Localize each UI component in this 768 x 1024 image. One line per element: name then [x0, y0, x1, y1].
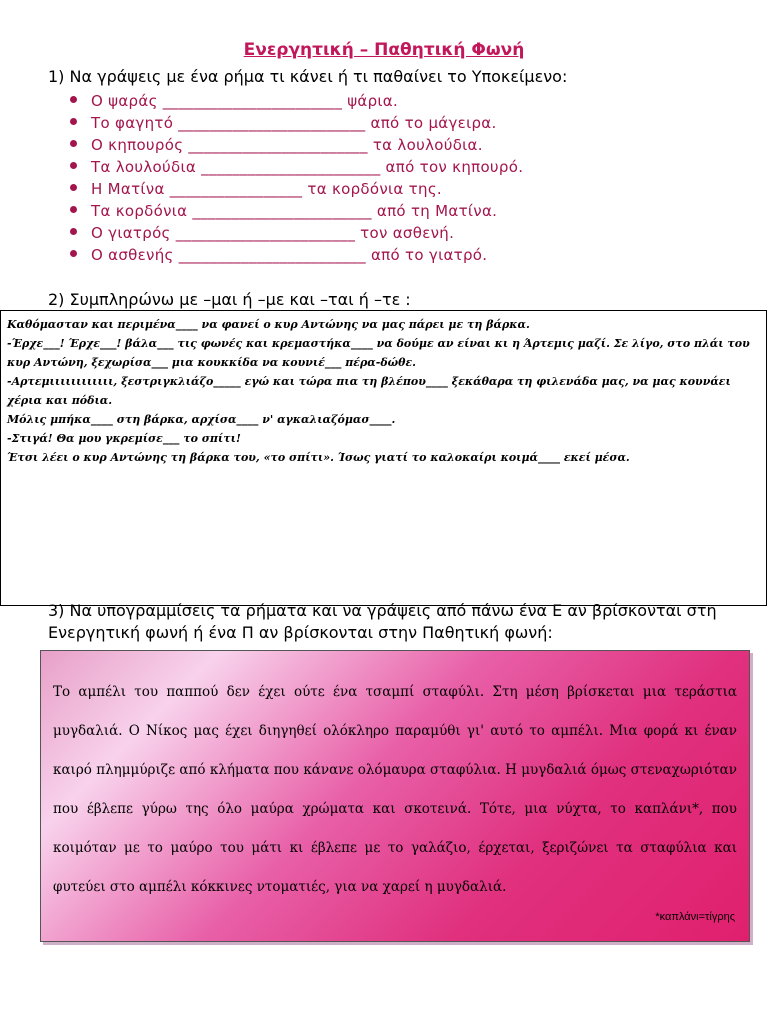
list-item: Ο ψαράς _______________________ ψάρια. — [70, 90, 523, 112]
bullet-icon — [70, 250, 77, 257]
list-item: Τα κορδόνια _______________________ από τη Ματίνα. — [70, 200, 523, 222]
exercise2-line: Έτσι λέει ο κυρ Αντώνης τη βάρκα του, «το σπίτι». Ίσως γιατί το καλοκαίρι κοιμά____ εκεί μέσα. — [7, 451, 630, 464]
list-item: Ο γιατρός _______________________ τον ασθενή. — [70, 222, 523, 244]
list-item: Ο ασθενής ________________________ από το γιατρό. — [70, 244, 523, 266]
exercise1-heading: 1) Να γράψεις με ένα ρήμα τι κάνει ή τι παθαίνει το Υποκείμενο: — [48, 67, 568, 86]
exercise3-passage: Το αμπέλι του παππού δεν έχει ούτε ένα τσαμπί σταφύλι. Στη μέση βρίσκεται μια τεράστια μυγδαλιά. Ο Νίκος μας έχει διηγηθεί ολόκληρο παραμύθι γι' αυτό το αμπέλι. Μια φορά κι έναν καιρό πλημμύριζε από κλήματα που κάνανε ολόμαυρα σταφύλια. Η μυγδαλιά όμως στεναχωριόταν που έβλεπε γύρω της όλο μαύρα χρώματα και σκοτεινά. Τότε, μια νύχτα, το καπλάνι*, που κοιμόταν με το μαύρο του μάτι κι έβλεπε με το γαλάζιο, έρχεται, ξεριζώνει τα σταφύλια και φυτεύει στο αμπέλι κόκκινες ντοματιές, για να χαρεί η μυγδαλιά. — [53, 684, 737, 895]
bullet-icon — [70, 184, 77, 191]
bullet-icon — [70, 228, 77, 235]
bullet-icon — [70, 96, 77, 103]
footnote: *καπλάνι=τίγρης — [655, 911, 735, 923]
exercise1-list — [70, 90, 523, 266]
bullet-icon — [70, 162, 77, 169]
exercise3-passage-box — [40, 650, 750, 942]
exercise2-text-box — [0, 310, 767, 606]
list-item: Η Ματίνα _________________ τα κορδόνια της. — [70, 178, 523, 200]
exercise2-line: -Στιγά! Θα μου γκρεμίσε___ το σπίτι! — [7, 432, 241, 445]
exercise3-heading: 3) Να υπογραμμίσεις τα ρήματα και να γράψεις από πάνω ένα Ε αν βρίσκονται στη Ενεργητική φωνή ή ένα Π αν βρίσκονται στην Παθητική φωνή: — [48, 601, 717, 642]
exercise2-line: -Έρχε___! Έρχε___! βάλα___ τις φωνές και κρεμαστήκα____ να δούμε αν είναι κι η Άρτεμις μαζί. Σε λίγο, στο πλάι του κυρ Αντώνη, ξεχωρίσα___ μια κουκκίδα να κουνιέ___ πέρα-δώθε. — [7, 337, 750, 369]
exercise2-heading: 2) Συμπληρώνω με –μαι ή –με και –ται ή –τε : — [48, 290, 411, 309]
bullet-icon — [70, 118, 77, 125]
bullet-icon — [70, 206, 77, 213]
exercise2-line: -Αρτεμιιιιιιιιιιιι, ξεστριγκλιάζο_____ εγώ και τώρα πια τη βλέπου____ ξεκάθαρα τη φιλενάδα μας, να μας κουνάει χέρια και πόδια. — [7, 375, 731, 407]
list-item: Τα λουλούδια _______________________ από τον κηπουρό. — [70, 156, 523, 178]
bullet-icon — [70, 140, 77, 147]
exercise2-line: Καθόμασταν και περιμένα____ να φανεί ο κυρ Αντώνης να μας πάρει με τη βάρκα. — [7, 318, 530, 331]
exercise2-line: Μόλις μπήκα____ στη βάρκα, αρχίσα____ ν' αγκαλιαζόμασ____. — [7, 413, 396, 426]
list-item: Ο κηπουρός _______________________ τα λουλούδια. — [70, 134, 523, 156]
worksheet-title: Ενεργητική – Παθητική Φωνή — [243, 40, 525, 60]
list-item: Το φαγητό ________________________ από το μάγειρα. — [70, 112, 523, 134]
